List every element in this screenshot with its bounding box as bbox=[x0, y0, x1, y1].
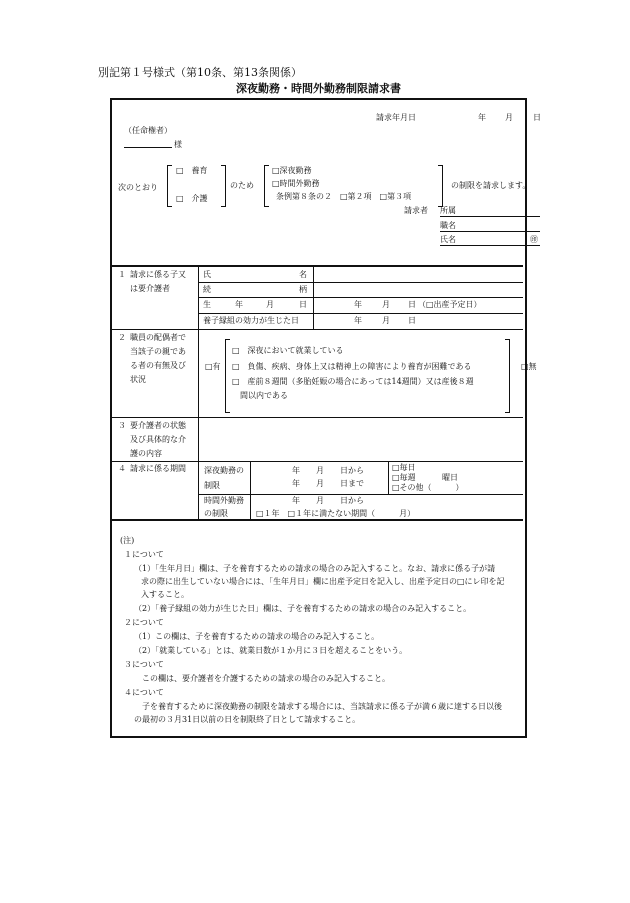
spouse-item-3-cont: 間以内である bbox=[240, 391, 288, 400]
notes-head: (注) bbox=[120, 536, 135, 545]
spouse-item-1[interactable]: □ 深夜において就業している bbox=[232, 346, 344, 355]
option-everyday[interactable]: □毎日 bbox=[392, 463, 416, 472]
sec2-bracket-left bbox=[225, 339, 230, 413]
jikangai-l1: 時間外勤務 bbox=[204, 496, 244, 505]
shimei-a: 氏 bbox=[203, 270, 211, 279]
sec1-label-l2: は要介護者 bbox=[130, 284, 170, 293]
note-4-title: ４について bbox=[124, 688, 164, 697]
sec3-label-l1: 要介護者の状態 bbox=[130, 421, 186, 430]
zokugara-b: 柄 bbox=[299, 285, 307, 294]
birth-c: 月 bbox=[266, 300, 274, 309]
sec1-row-line-3 bbox=[198, 313, 523, 314]
seal-mark: ㊞ bbox=[530, 235, 538, 244]
adopt-month: 月 bbox=[382, 316, 390, 325]
note-1-1b: 求の際に出生していない場合には、「生年月日」欄に出産予定日を記入し、出産予定日の□にレ印を記 bbox=[141, 577, 505, 586]
sec3-label-l2: 及び具体的な介 bbox=[130, 435, 186, 444]
post-label: 職名 bbox=[440, 221, 456, 230]
option-shinya[interactable]: □深夜勤務 bbox=[272, 166, 312, 175]
note-1-title: １について bbox=[124, 550, 164, 559]
birth-d: 日 bbox=[299, 300, 307, 309]
note-4-1b: の最初の３月31日以前の日を制限終了日として請求すること。 bbox=[134, 715, 361, 724]
for-label: のため bbox=[230, 181, 254, 190]
spouse-yes-option[interactable]: □有 bbox=[205, 362, 221, 371]
label-column-divider bbox=[198, 267, 199, 519]
sec2-label-l1: 職員の配偶者で bbox=[130, 333, 186, 342]
jikangai-period[interactable]: □１年 □１年に満たない期間（ 月） bbox=[256, 509, 416, 518]
birth-a: 生 bbox=[203, 300, 211, 309]
purpose-bracket-left bbox=[167, 165, 172, 207]
sec4-num: ４ bbox=[118, 464, 126, 473]
jikangai-from: 年 月 日から bbox=[292, 496, 364, 505]
restriction-bracket-right bbox=[438, 165, 443, 207]
note-1-1c: 入すること。 bbox=[141, 590, 189, 599]
form-reference: 別記第１号様式（第10条、第13条関係） bbox=[98, 66, 302, 79]
request-date-day: 日 bbox=[533, 113, 541, 122]
note-1-1a: （1）「生年月日」欄は、子を養育するための請求の場合のみ記入すること。なお、請求に係る子が請 bbox=[134, 564, 496, 573]
note-3-1: この欄は、要介護者を介護するための請求の場合のみ記入すること。 bbox=[142, 674, 390, 683]
birth-day: 日 bbox=[408, 300, 416, 309]
request-date-year: 年 bbox=[478, 113, 486, 122]
sec1-bottom-line bbox=[111, 329, 523, 330]
sec2-label-l3: る者の有無及び bbox=[130, 361, 186, 370]
appointer-label: （任命権者） bbox=[124, 126, 172, 135]
note-4-1a: 子を養育するために深夜勤務の制限を請求する場合には、当該請求に係る子が満６歳に達する日以後 bbox=[142, 702, 502, 711]
spouse-no-option[interactable]: □無 bbox=[521, 362, 537, 371]
shinya-to: 年 月 日まで bbox=[292, 479, 364, 488]
request-suffix: の制限を請求します。 bbox=[451, 181, 531, 190]
note-2-title: ２について bbox=[124, 618, 164, 627]
shimei-b: 名 bbox=[299, 270, 307, 279]
sec1-label-l1: 請求に係る子又 bbox=[130, 270, 186, 279]
name-field-line[interactable] bbox=[440, 245, 540, 246]
shinya-from: 年 月 日から bbox=[292, 466, 364, 475]
youbi-label: 曜日 bbox=[442, 473, 458, 482]
top-section-divider bbox=[111, 265, 523, 267]
appointer-name-line[interactable] bbox=[124, 147, 172, 148]
sec3-bottom-line bbox=[111, 461, 523, 462]
shinya-l1: 深夜勤務の bbox=[204, 466, 244, 475]
sec3-num: ３ bbox=[118, 421, 126, 430]
note-2-2: （2）「就業している」とは、就業日数が１か月に３日を超えることをいう。 bbox=[134, 646, 408, 655]
sec2-bracket-right bbox=[505, 339, 510, 413]
birth-b: 年 bbox=[235, 300, 243, 309]
option-kaigo[interactable]: □ 介護 bbox=[176, 194, 208, 203]
requester-label: 請求者 bbox=[404, 206, 428, 215]
spouse-item-2[interactable]: □ 負傷、疾病、身体上又は精神上の障害により養育が困難である bbox=[232, 362, 472, 371]
sama-label: 様 bbox=[174, 140, 182, 149]
note-3-title: ３について bbox=[124, 660, 164, 669]
sec1-row-line-1 bbox=[198, 282, 523, 283]
purpose-bracket-right bbox=[221, 165, 226, 207]
sec2-label-l4: 状況 bbox=[130, 375, 146, 384]
form-title: 深夜勤務・時間外勤務制限請求書 bbox=[236, 82, 401, 95]
sec3-label-l3: 護の内容 bbox=[130, 449, 162, 458]
note-1-2: （2）「養子縁組の効力が生じた日」欄は、子を養育するための請求の場合のみ記入すること。 bbox=[134, 604, 472, 613]
due-date-option[interactable]: （□出産予定日） bbox=[418, 300, 482, 309]
spouse-item-3[interactable]: □ 産前８週間（多胎妊娠の場合にあっては14週間）又は産後８週 bbox=[232, 377, 474, 386]
dept-label: 所属 bbox=[440, 206, 456, 215]
shinya-l2: 制限 bbox=[204, 481, 220, 490]
birth-year: 年 bbox=[354, 300, 362, 309]
sec2-num: ２ bbox=[118, 333, 126, 342]
article-options[interactable]: 条例第８条の２ □第２項 □第３項 bbox=[276, 192, 412, 201]
sec2-label-l2: 当該子の親であ bbox=[130, 347, 186, 356]
sec1-row-line-2 bbox=[198, 297, 523, 298]
adopt-day: 日 bbox=[408, 316, 416, 325]
adopt-year: 年 bbox=[354, 316, 362, 325]
as-follows-label: 次のとおり bbox=[118, 183, 158, 192]
jikangai-l2: の制限 bbox=[204, 509, 228, 518]
sec4-row-line bbox=[198, 494, 523, 495]
option-ikuji[interactable]: □ 養育 bbox=[176, 166, 208, 175]
post-field-line[interactable] bbox=[440, 231, 540, 232]
name-label: 氏名 bbox=[440, 235, 456, 244]
sec1-num: １ bbox=[118, 270, 126, 279]
sec1-inner-divider bbox=[313, 267, 314, 329]
dept-field-line[interactable] bbox=[440, 216, 540, 217]
sec4-days-divider bbox=[388, 461, 389, 494]
notes-divider bbox=[111, 519, 523, 521]
request-date-month: 月 bbox=[505, 113, 513, 122]
request-date-label: 請求年月日 bbox=[376, 113, 416, 122]
birth-month: 月 bbox=[382, 300, 390, 309]
adopt-label: 養子縁組の効力が生じた日 bbox=[203, 316, 299, 325]
option-jikangai[interactable]: □時間外勤務 bbox=[272, 179, 320, 188]
restriction-bracket-left bbox=[264, 165, 269, 207]
zokugara-a: 続 bbox=[203, 285, 211, 294]
option-weekly[interactable]: □毎週 bbox=[392, 473, 416, 482]
sec4-inner-divider bbox=[250, 461, 251, 519]
sec2-bottom-line bbox=[111, 417, 523, 418]
sec4-label: 請求に係る期間 bbox=[130, 464, 186, 473]
note-2-1: （1）この欄は、子を養育するための請求の場合のみ記入すること。 bbox=[134, 632, 380, 641]
option-other[interactable]: □その他（ ） bbox=[392, 483, 464, 492]
